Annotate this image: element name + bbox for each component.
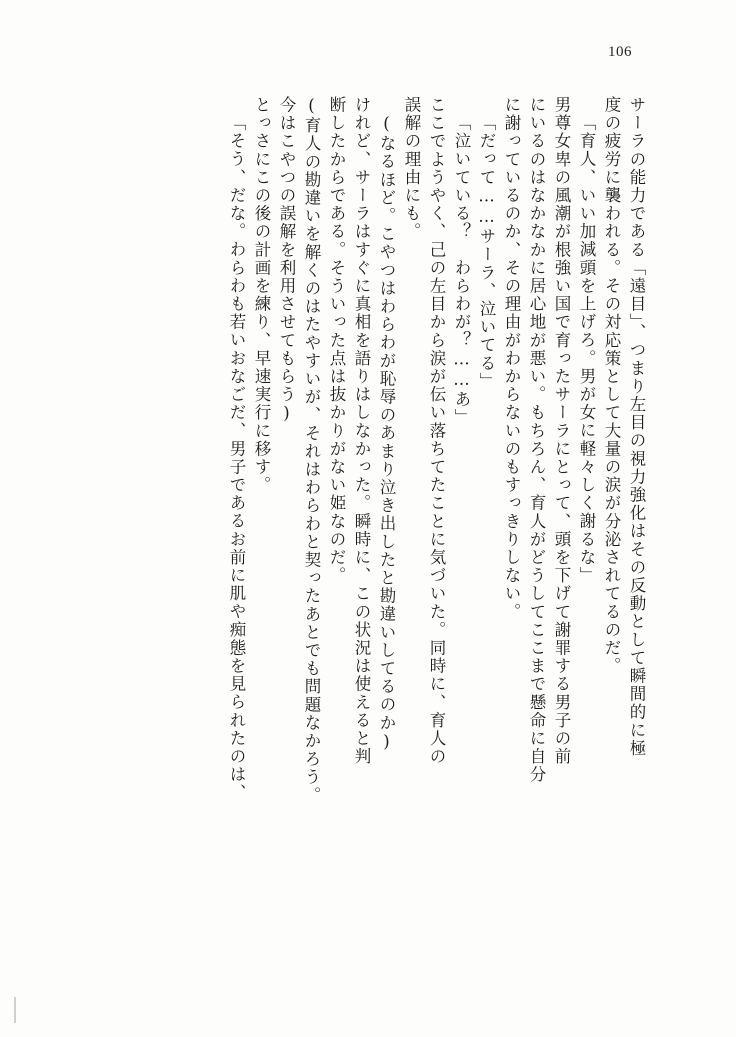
text-column: 「泣いている？ わらわが？……あ」 [452,114,471,427]
vertical-text-block [92,96,644,956]
text-column: (なるほど。こやつはわらわが恥辱のあまり泣き出したと勘違いしてるのか) [377,114,396,753]
text-column: にいるのはなかなかに居心地が悪い。もちろん、育人がどうしてここまで懸命に自分 [527,96,546,784]
text-column: 度の疲労に襲われる。その対応策として大量の涙が分泌されてるのだ。 [602,96,621,676]
text-column: 「そう、だな。わらわも若いおなごだ、男子であるお前に肌や痴態を見られたのは、 [227,114,246,802]
text-column: 今はこやつの誤解を利用させてもらう) [277,96,296,425]
page-number: 106 [608,44,632,60]
text-column: 断したからである。そういった点は抜かりがない姫なのだ。 [327,96,346,585]
text-column: (育人の勘違いを解くのはたやすいが、それはわらわと契ったあとでも問題なかろう。 [302,96,321,805]
text-column: 誤解の理由にも。 [402,96,421,241]
text-column: とっさにこの後の計画を練り、早速実行に移す。 [252,96,271,495]
text-column: に謝っているのか、その理由がわからないのもすっきりしない。 [502,96,521,621]
text-column: 「育人、いい加減頭を上げろ。男が女に軽々しく謝るな」 [577,114,596,585]
text-column: ここでようやく、己の左目から涙が伝い落ちてたことに気づいた。同時に、育人の [427,96,446,766]
binding-mark [14,997,16,1023]
text-column: サーラの能力である「遠目」、つまり左目の視力強化はその反動として瞬間的に極 [627,96,646,758]
text-column: 「だって……サーラ、泣いてる」 [477,114,496,391]
text-column: 男尊女卑の風潮が根強い国で育ったサーラにとって、頭を下げて謝罪する男子の前 [552,96,571,766]
text-column: けれど、サーラはすぐに真相を語りはしなかった。瞬時に、この状況は使えると判 [352,96,371,766]
